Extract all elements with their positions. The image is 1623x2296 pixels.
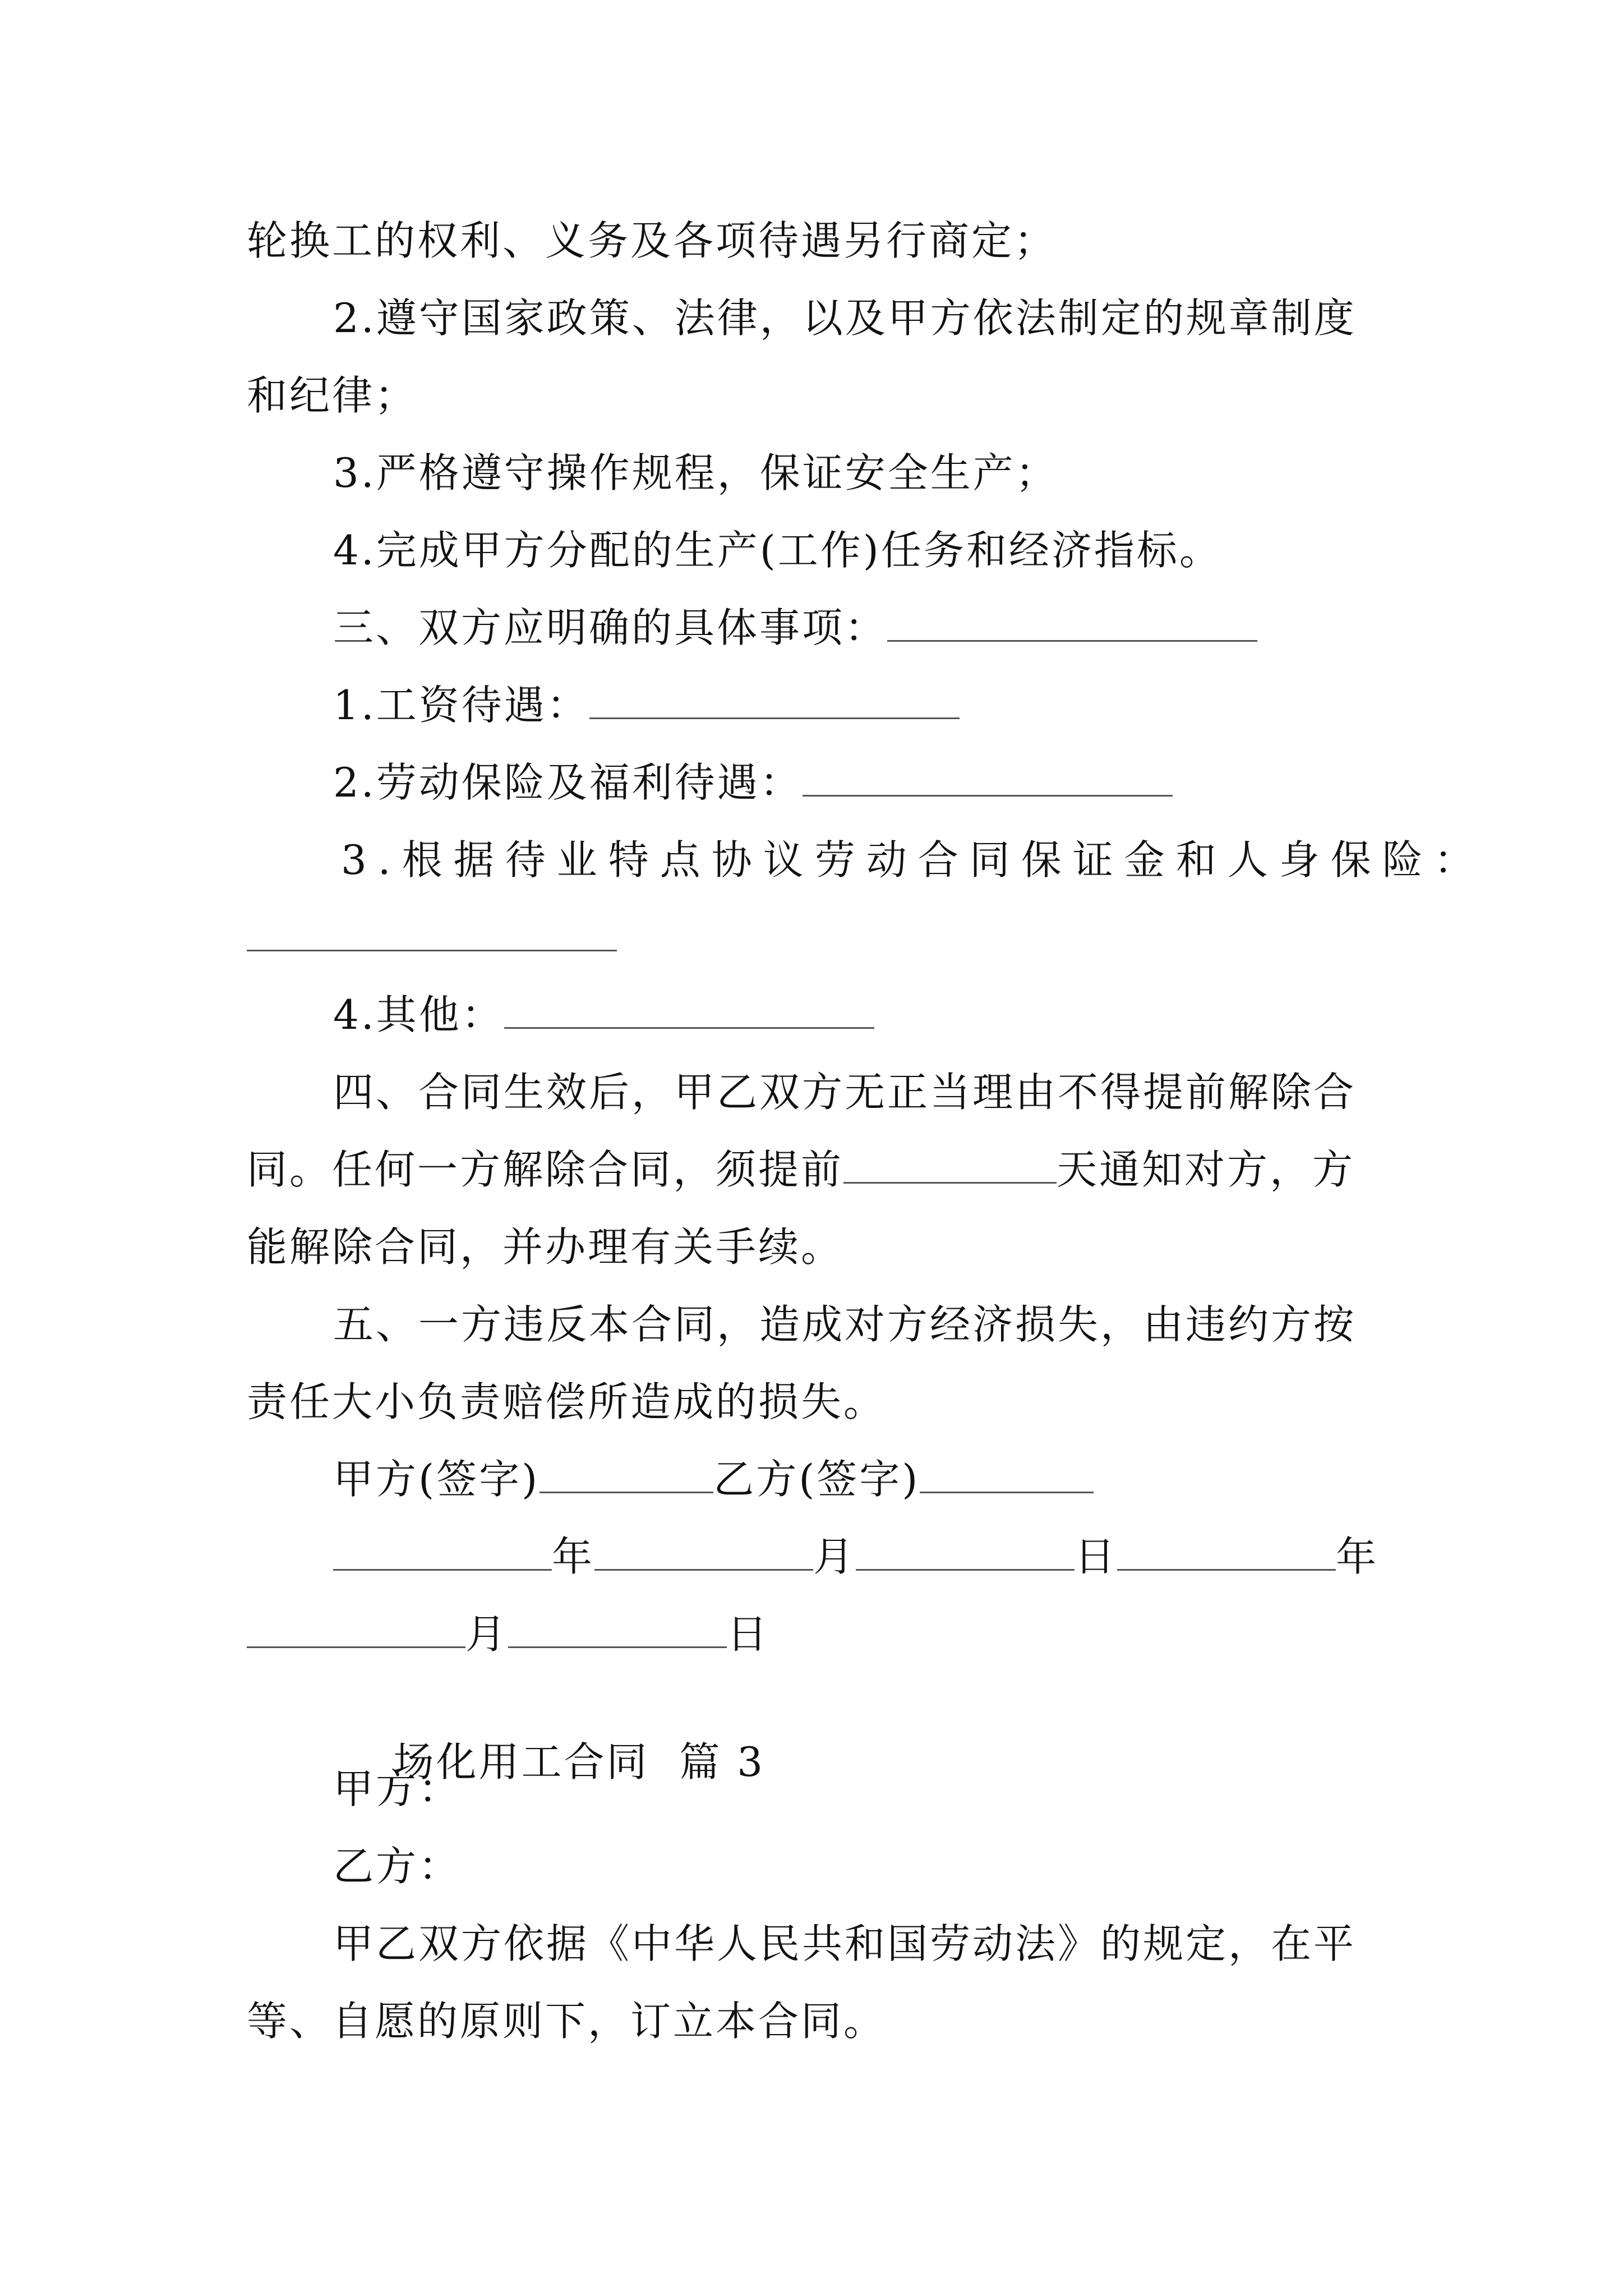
fill-in-blank bbox=[508, 1612, 727, 1648]
paragraph-line bbox=[333, 1067, 1356, 1117]
paragraph-line bbox=[247, 1377, 886, 1427]
paragraph-line bbox=[247, 1144, 1355, 1195]
fill-in-blank bbox=[247, 915, 617, 951]
paragraph-line bbox=[247, 1222, 843, 1272]
paragraph-line bbox=[333, 680, 960, 730]
text: 三、双方应明确的具体事项： bbox=[333, 604, 888, 651]
paragraph-line bbox=[247, 1996, 886, 2046]
fill-in-blank bbox=[887, 605, 1257, 642]
text: 甲方： bbox=[333, 1765, 462, 1812]
text: 月 bbox=[813, 1533, 856, 1580]
fill-in-blank bbox=[333, 1534, 552, 1571]
fill-in-blank bbox=[589, 683, 960, 719]
text: 能解除合同，并办理有关手续。 bbox=[247, 1223, 844, 1271]
text: 年 bbox=[552, 1533, 595, 1580]
text: 甲乙双方依据《中华人民共和国劳动法》的规定，在平 bbox=[333, 1920, 1357, 1967]
date-line bbox=[247, 1609, 769, 1659]
fill-in-blank bbox=[920, 1457, 1094, 1493]
text: 2.遵守国家政策、法律，以及甲方依法制定的规章制度 bbox=[333, 295, 1357, 342]
text: 日 bbox=[727, 1611, 770, 1658]
paragraph-line bbox=[333, 293, 1357, 343]
text: 4.其他： bbox=[333, 991, 504, 1038]
fill-in-blank bbox=[803, 760, 1173, 797]
text: 甲方(签字) bbox=[333, 1456, 540, 1503]
party-line bbox=[333, 1841, 461, 1892]
text: 五、一方违反本合同，造成对方经济损失，由违约方按 bbox=[333, 1301, 1357, 1348]
text: 2.劳动保险及福利待遇： bbox=[333, 759, 803, 806]
text: 场化用工合同 篇 3 bbox=[393, 1738, 766, 1786]
fill-in-blank bbox=[856, 1534, 1075, 1571]
text: 等、自愿的原则下，订立本合同。 bbox=[247, 1998, 887, 2045]
text: 4.完成甲方分配的生产(工作)任务和经济指标。 bbox=[333, 527, 1222, 574]
paragraph-line bbox=[333, 1299, 1356, 1350]
fill-in-blank bbox=[1117, 1534, 1336, 1571]
party-line bbox=[333, 1764, 461, 1814]
date-line bbox=[333, 1531, 1378, 1582]
text: 日 bbox=[1075, 1533, 1118, 1580]
paragraph-line bbox=[333, 525, 1222, 576]
text: 天通知对方，方 bbox=[1057, 1146, 1355, 1193]
paragraph-line bbox=[341, 835, 1486, 885]
fill-in-blank bbox=[843, 1147, 1057, 1184]
paragraph-line bbox=[247, 215, 1057, 266]
text: 乙方(签字) bbox=[713, 1456, 920, 1503]
text: 1.工资待遇： bbox=[333, 682, 589, 729]
paragraph-line bbox=[247, 912, 617, 963]
fill-in-blank bbox=[504, 992, 874, 1029]
paragraph-line bbox=[247, 370, 417, 421]
fill-in-blank bbox=[594, 1534, 813, 1571]
paragraph-line bbox=[333, 757, 1173, 808]
text: 四、合同生效后，甲乙双方无正当理由不得提前解除合 bbox=[333, 1069, 1357, 1116]
text: 和纪律； bbox=[247, 372, 418, 419]
text: 乙方： bbox=[333, 1843, 462, 1890]
paragraph-line bbox=[333, 448, 1058, 498]
text: 3.根据待业特点协议劳动合同保证金和人身保险： bbox=[341, 836, 1486, 884]
text: 同。任何一方解除合同，须提前 bbox=[247, 1146, 844, 1193]
text: 年 bbox=[1336, 1533, 1379, 1580]
section-title bbox=[333, 1686, 766, 1786]
fill-in-blank bbox=[247, 1612, 465, 1648]
paragraph-line bbox=[333, 990, 874, 1040]
text: 月 bbox=[465, 1611, 509, 1658]
paragraph-line bbox=[333, 1918, 1356, 1969]
text: 责任大小负责赔偿所造成的损失。 bbox=[247, 1378, 887, 1425]
fill-in-blank bbox=[540, 1457, 713, 1493]
section-3-heading bbox=[333, 602, 1257, 653]
text: 3.严格遵守操作规程，保证安全生产； bbox=[333, 449, 1058, 496]
signature-line bbox=[333, 1454, 1094, 1504]
text: 轮换工的权利、义务及各项待遇另行商定； bbox=[247, 217, 1057, 264]
